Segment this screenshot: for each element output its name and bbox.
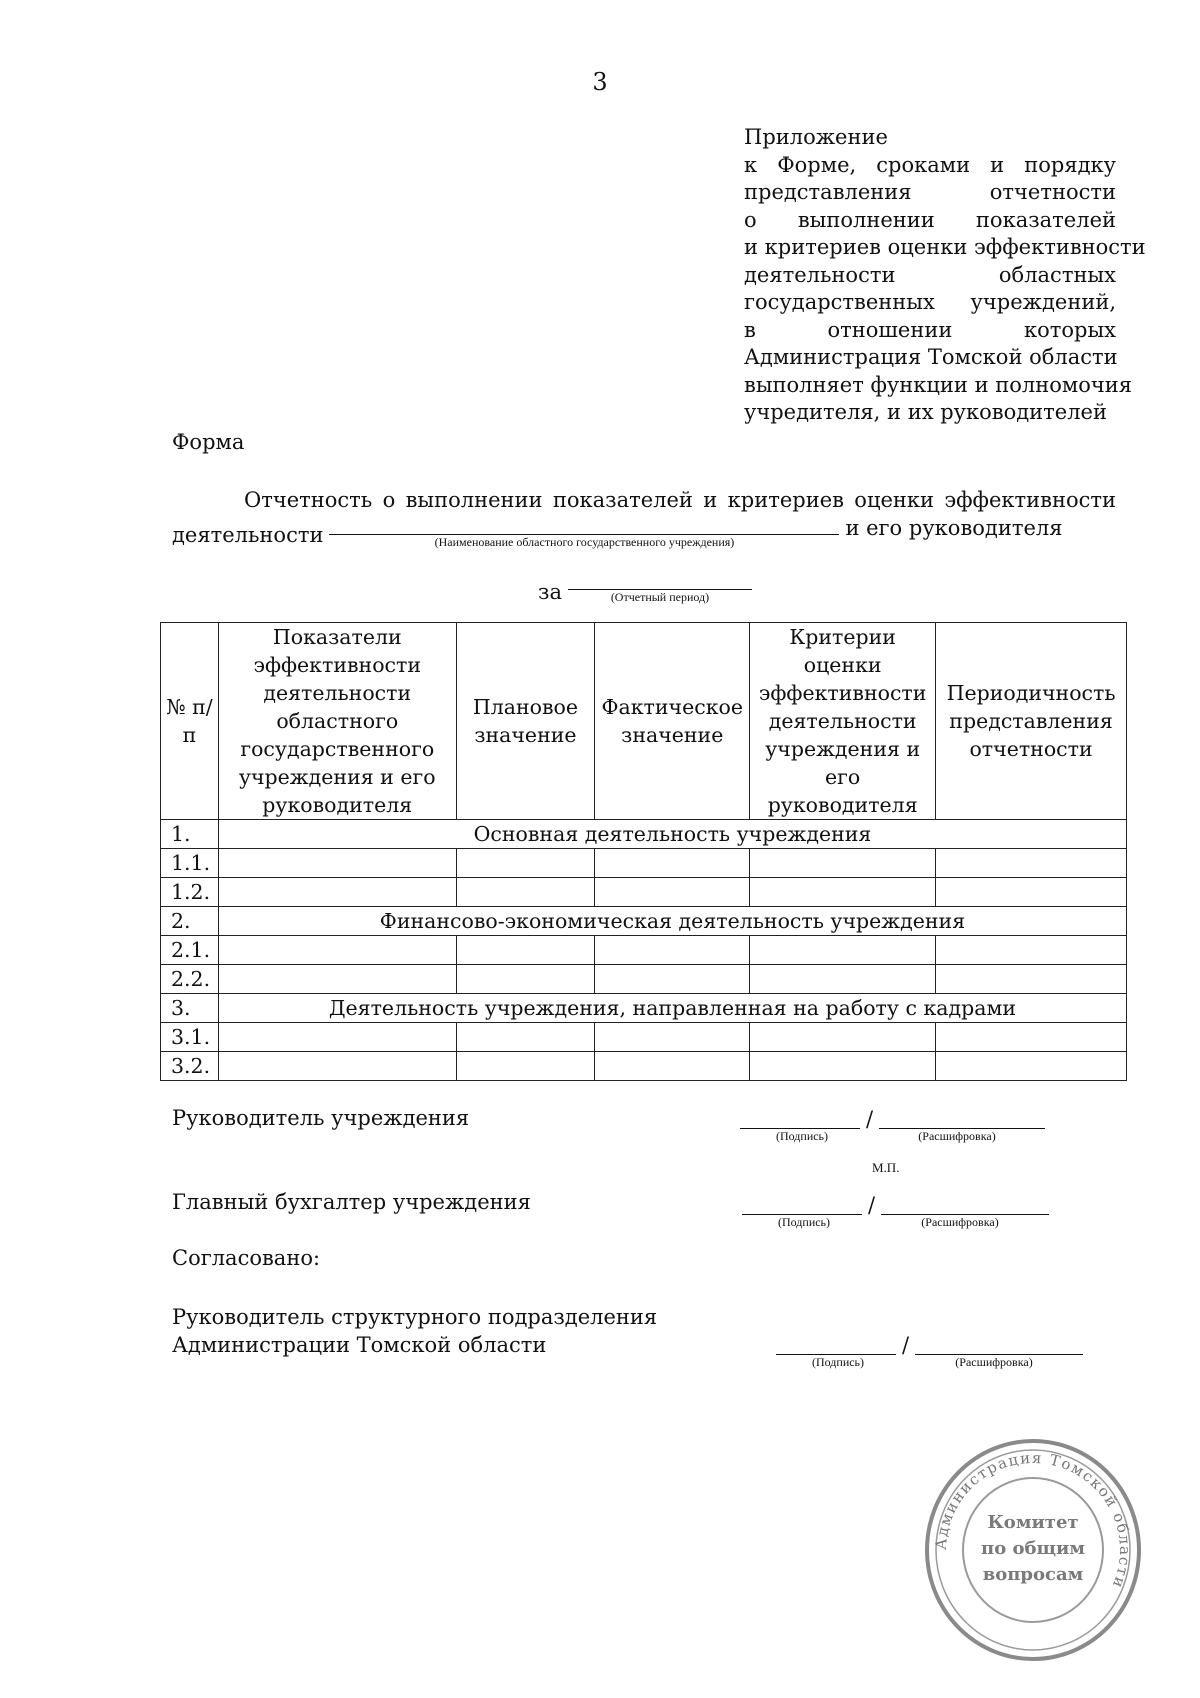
- row-number: 3.1.: [161, 1023, 219, 1052]
- division-label-line2: Администрации Томской области: [172, 1333, 547, 1357]
- appendix-line: Администрация Томской области: [744, 345, 1118, 369]
- table-cell[interactable]: [750, 1052, 936, 1081]
- head-decode-blank[interactable]: [879, 1108, 1045, 1129]
- division-decode-blank[interactable]: [915, 1334, 1083, 1355]
- row-number: 1.2.: [161, 878, 219, 907]
- table-cell[interactable]: [936, 1052, 1127, 1081]
- table-cell[interactable]: [456, 849, 595, 878]
- table-cell[interactable]: [218, 849, 456, 878]
- accountant-signature-block: [742, 1194, 1054, 1230]
- appendix-line: деятельности областных: [744, 262, 1116, 287]
- period-hint: (Отчетный период): [610, 590, 710, 604]
- table-cell[interactable]: [218, 1023, 456, 1052]
- form-label: Форма: [172, 430, 245, 454]
- division-signature-blank[interactable]: [776, 1334, 896, 1355]
- table-cell[interactable]: [750, 1023, 936, 1052]
- row-number: 3.2.: [161, 1052, 219, 1081]
- table-cell[interactable]: [750, 936, 936, 965]
- table-section-row: [161, 994, 1127, 1023]
- header-criteria: Критерии оценки эффективности деятельности учреждения и его руководителя: [750, 623, 936, 820]
- table-row: [161, 936, 1127, 965]
- appendix-line: государственных учреждений,: [744, 290, 1116, 314]
- row-number: 2.: [161, 907, 219, 936]
- row-number: 1.: [161, 820, 219, 849]
- table-row: [161, 878, 1127, 907]
- institution-field: [329, 514, 839, 549]
- appendix-header: [744, 124, 1146, 427]
- header-indicators: Показатели эффективности деятельности областного государственного учреждения и его руководителя: [218, 623, 456, 820]
- table-cell[interactable]: [936, 878, 1127, 907]
- period-row: [538, 569, 752, 604]
- table-cell[interactable]: [750, 965, 936, 994]
- appendix-line: и критериев оценки эффективности: [744, 235, 1146, 259]
- row-number: 2.1.: [161, 936, 219, 965]
- agreed-label: Согласовано:: [172, 1246, 321, 1270]
- table-cell[interactable]: [595, 936, 750, 965]
- row-number: 1.1.: [161, 849, 219, 878]
- row-number: 2.2.: [161, 965, 219, 994]
- table-cell[interactable]: [456, 1023, 595, 1052]
- slash: /: [866, 1107, 874, 1131]
- table-row: [161, 1023, 1127, 1052]
- table-section-row: [161, 907, 1127, 936]
- report-title-line1: Отчетность о выполнении показателей и критериев оценки эффективности: [244, 488, 1116, 512]
- appendix-line: учредителя, и их руководителей: [744, 400, 1107, 424]
- stamp-ring-text: Администрация Томской области: [931, 1448, 1135, 1592]
- decode-hint: (Расшифровка): [921, 1215, 999, 1229]
- slash: /: [868, 1193, 876, 1217]
- appendix-line: к Форме, сроками и порядку: [744, 152, 1116, 177]
- table-cell[interactable]: [218, 1052, 456, 1081]
- table-cell[interactable]: [750, 849, 936, 878]
- report-suffix: и его руководителя: [845, 516, 1063, 540]
- section-title: Деятельность учреждения, направленная на работу с кадрами: [218, 994, 1126, 1023]
- accountant-signature-blank[interactable]: [742, 1194, 862, 1215]
- section-title: Основная деятельность учреждения: [218, 820, 1126, 849]
- table-cell[interactable]: [936, 1023, 1127, 1052]
- report-title: [172, 486, 1116, 549]
- table-cell[interactable]: [936, 849, 1127, 878]
- table-cell[interactable]: [595, 1052, 750, 1081]
- institution-hint: (Наименование областного государственного учреждения): [434, 535, 735, 549]
- decode-hint: (Расшифровка): [918, 1129, 996, 1143]
- appendix-line: Приложение: [744, 125, 888, 149]
- signature-hint: (Подпись): [811, 1355, 865, 1369]
- official-stamp: [922, 1436, 1144, 1664]
- institution-blank[interactable]: [329, 514, 839, 535]
- page-number: 3: [592, 68, 608, 96]
- table-section-row: [161, 820, 1127, 849]
- division-signature-block: [776, 1334, 1088, 1370]
- table-cell[interactable]: [218, 878, 456, 907]
- header-periodicity: Периодичность представления отчетности: [936, 623, 1127, 820]
- head-signature-block: [740, 1108, 1050, 1144]
- table-cell[interactable]: [595, 1023, 750, 1052]
- slash: /: [902, 1333, 910, 1357]
- period-field: [568, 569, 752, 604]
- table-row: [161, 849, 1127, 878]
- table-cell[interactable]: [456, 878, 595, 907]
- table-row: [161, 1052, 1127, 1081]
- division-label: [172, 1303, 657, 1359]
- table-cell[interactable]: [936, 936, 1127, 965]
- appendix-line: выполняет функции и полномочия: [744, 372, 1132, 397]
- stamp-center-line1: Комитет: [987, 1512, 1079, 1533]
- appendix-line: о выполнении показателей: [744, 207, 1116, 232]
- table-row: [161, 965, 1127, 994]
- header-planned: Плановое значение: [456, 623, 595, 820]
- accountant-decode-blank[interactable]: [881, 1194, 1049, 1215]
- division-label-line1: Руководитель структурного подразделения: [172, 1305, 658, 1329]
- table-cell[interactable]: [456, 936, 595, 965]
- table-header-row: [161, 623, 1127, 820]
- stamp-center-line3: вопросам: [982, 1564, 1084, 1585]
- table-cell[interactable]: [218, 936, 456, 965]
- appendix-line: в отношении которых: [744, 317, 1116, 342]
- table-cell[interactable]: [750, 878, 936, 907]
- header-num: № п/п: [161, 623, 219, 820]
- table-cell[interactable]: [936, 965, 1127, 994]
- period-blank[interactable]: [568, 569, 752, 590]
- table-cell[interactable]: [595, 965, 750, 994]
- signature-hint: (Подпись): [777, 1215, 831, 1229]
- report-prefix: деятельности: [172, 523, 324, 547]
- stamp-place: М.П.: [872, 1160, 900, 1175]
- table-cell[interactable]: [456, 965, 595, 994]
- head-signature-blank[interactable]: [740, 1108, 860, 1129]
- table-cell[interactable]: [595, 849, 750, 878]
- table-cell[interactable]: [218, 965, 456, 994]
- indicators-table: [160, 622, 1127, 1081]
- row-number: 3.: [161, 994, 219, 1023]
- section-title: Финансово-экономическая деятельность учреждения: [218, 907, 1126, 936]
- appendix-line: представления отчетности: [744, 180, 1116, 204]
- decode-hint: (Расшифровка): [955, 1355, 1033, 1369]
- signature-hint: (Подпись): [775, 1129, 829, 1143]
- accountant-label: Главный бухгалтер учреждения: [172, 1190, 531, 1214]
- report-title-line2: [172, 514, 1116, 549]
- table-cell[interactable]: [595, 878, 750, 907]
- period-prefix: за: [538, 580, 562, 604]
- header-actual: Фактическое значение: [595, 623, 750, 820]
- table-cell[interactable]: [456, 1052, 595, 1081]
- head-label: Руководитель учреждения: [172, 1106, 470, 1130]
- stamp-center-line2: по общим: [981, 1538, 1085, 1559]
